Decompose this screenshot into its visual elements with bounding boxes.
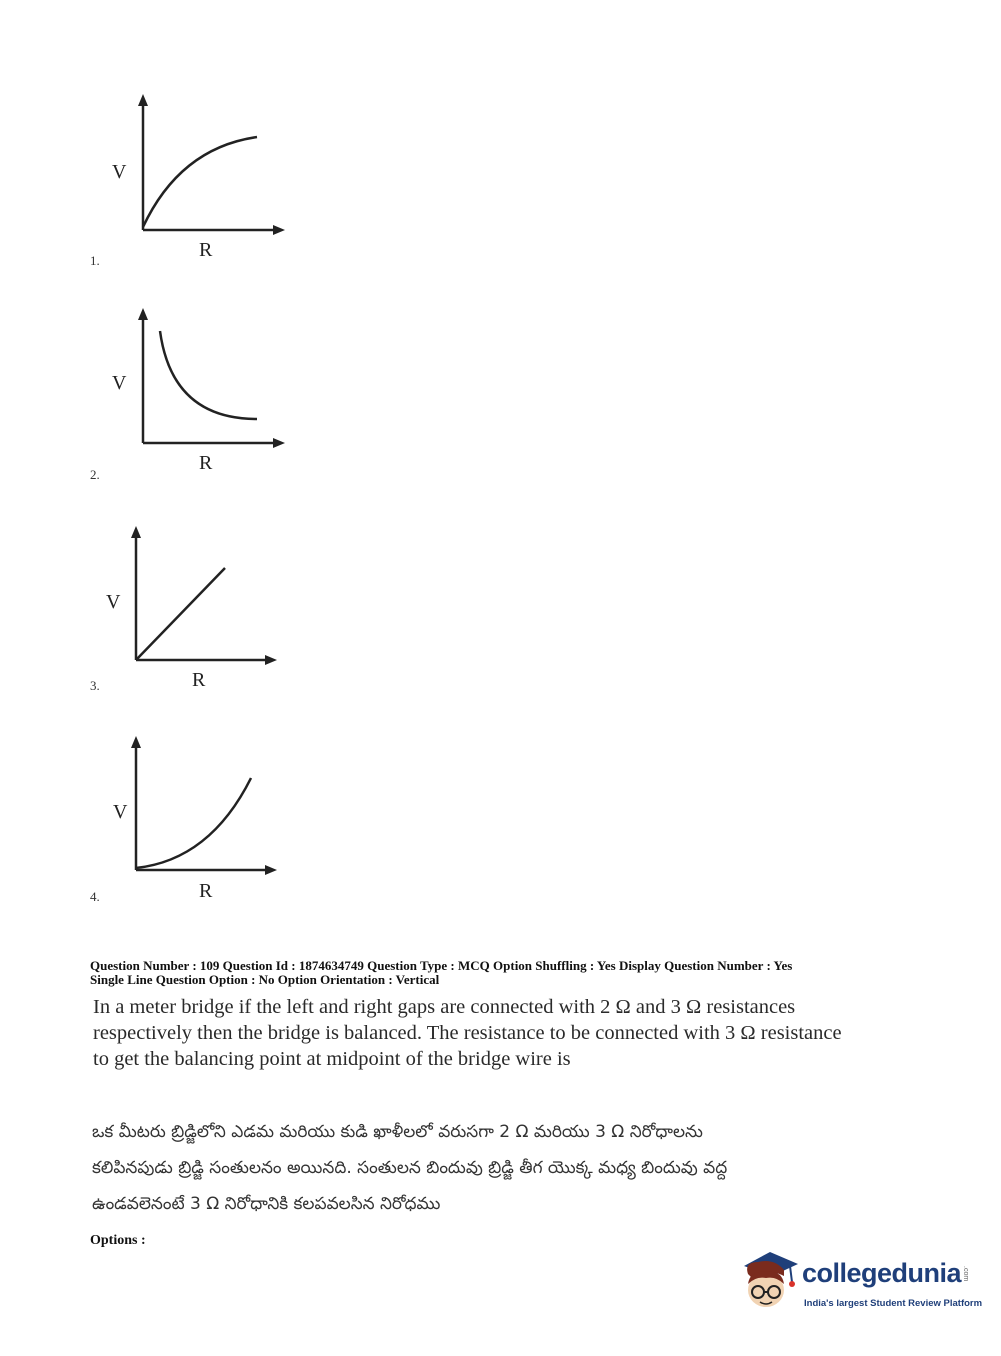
- curve-1: [143, 137, 257, 227]
- x-axis-label-4: R: [199, 880, 213, 902]
- logo-mascot-icon: [740, 1248, 800, 1312]
- question-meta-line-1: Question Number : 109 Question Id : 1874634749 Question Type : MCQ Option Shuffling : Yes Display Question Number : Yes: [90, 958, 793, 973]
- logo-tagline: India's largest Student Review Platform: [804, 1298, 983, 1309]
- option-2-number[interactable]: 2.: [90, 467, 100, 482]
- question-text-telugu: [92, 1114, 882, 1222]
- y-axis-label-1: V: [112, 161, 127, 183]
- y-axis-label-2: V: [112, 372, 127, 394]
- question-te-line-2: కలిపినపుడు బ్రిడ్జి సంతులనం అయినది. సంతులన బిందువు బ్రిడ్జి తీగ యొక్క మధ్య బిందువు వద్ద: [92, 1158, 728, 1178]
- question-en-line-1: In a meter bridge if the left and right gaps are connected with 2 Ω and 3 Ω resistances: [93, 996, 796, 1018]
- curve-4: [136, 778, 251, 868]
- logo-suffix: .com: [962, 1266, 969, 1282]
- question-meta: [90, 959, 970, 987]
- y-axis-label-4: V: [113, 801, 128, 823]
- option-4-graph: [80, 730, 310, 930]
- option-1-number[interactable]: 1.: [90, 253, 100, 268]
- question-meta-line-2: Single Line Question Option : No Option Orientation : Vertical: [90, 972, 440, 987]
- question-en-line-3: to get the balancing point at midpoint of the bridge wire is: [93, 1048, 571, 1070]
- question-text-english: [93, 994, 883, 1072]
- collegedunia-logo[interactable]: [740, 1248, 983, 1318]
- curve-3: [136, 568, 225, 660]
- x-axis-label-3: R: [192, 669, 206, 691]
- y-axis-label-3: V: [106, 591, 121, 613]
- x-axis-label-1: R: [199, 239, 213, 261]
- question-te-line-1: ఒక మీటరు బ్రిడ్జిలోని ఎడమ మరియు కుడి ఖాళీలలో వరుసగా 2 Ω మరియు 3 Ω నిరోధాలను: [92, 1122, 703, 1142]
- option-3-number[interactable]: 3.: [90, 678, 100, 693]
- option-4-number[interactable]: 4.: [90, 889, 100, 904]
- curve-2: [160, 331, 257, 419]
- question-te-line-3: ఉండవలెనంటే 3 Ω నిరోధానికి కలపవలసిన నిరోధము: [92, 1194, 441, 1214]
- option-1-graph: [80, 88, 310, 288]
- x-axis-label-2: R: [199, 452, 213, 474]
- logo-name: collegedunia: [802, 1258, 962, 1288]
- options-label: Options :: [90, 1233, 146, 1248]
- question-en-line-2: respectively then the bridge is balanced. The resistance to be connected with 3 Ω resistance: [93, 1022, 842, 1044]
- option-2-graph: [80, 302, 310, 502]
- option-3-graph: [80, 520, 310, 720]
